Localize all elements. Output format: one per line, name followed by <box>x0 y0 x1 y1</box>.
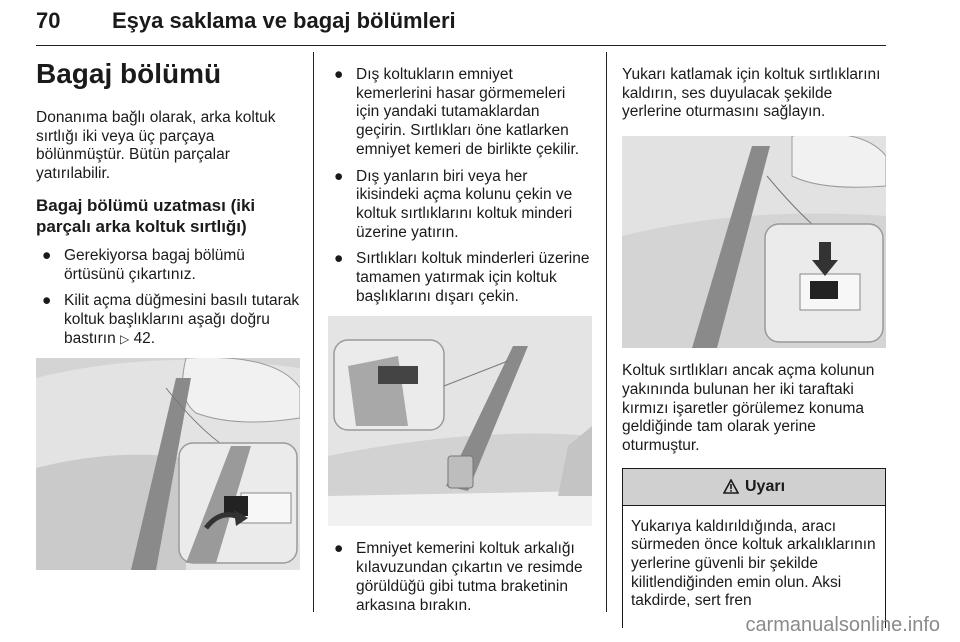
lock-check-paragraph: Koltuk sırtlıkları ancak açma kolunun yakınında bulunan her iki taraftaki kırmızı işaretler görülemez konuma geldiğinde tam olarak yerine oturmuştur. <box>622 362 875 454</box>
intro-paragraph: Donanıma bağlı olarak, arka koltuk sırtlığı iki veya üç parçaya bölünmüştür. Bütün parçalar yatırılabilir. <box>36 109 276 183</box>
column-2 <box>328 56 592 615</box>
bullet-dot-icon: ● <box>334 66 344 83</box>
warning-title: Uyarı <box>744 477 786 495</box>
list-item: ● Sırtlıkları koltuk minderleri üzerine tamamen yatırmak için koltuk başlıklarını dışarı çekin. <box>334 250 590 305</box>
warning-body <box>622 506 886 628</box>
seatbelt-guide-illustration <box>328 316 592 526</box>
column-3 <box>622 56 886 628</box>
section-title: Eşya saklama ve bagaj bölümleri <box>112 8 456 33</box>
bullet-dot-icon: ● <box>42 246 52 264</box>
warning-header <box>622 468 886 506</box>
page-number: 70 <box>36 8 61 33</box>
bullet-list-2 <box>328 66 592 306</box>
bullet-list-1 <box>36 247 300 349</box>
bullet-dot-icon: ● <box>42 292 52 310</box>
list-item: ● Kilit açma düğmesini basılı tutarak koltuk başlıklarını aşağı doğru bastırın ▷ 42. <box>42 292 300 347</box>
seatbelt-illustration-svg <box>328 316 592 526</box>
watermark[interactable]: carmanualsonline.info <box>745 614 940 636</box>
sub-heading: Bagaj bölümü uzatması (iki parçalı arka koltuk sırtlığı) <box>36 195 256 236</box>
list-item: ● Emniyet kemerini koltuk arkalığı kılavuzundan çıkartın ve resimde görüldüğü gibi tutma braketinin arkasına bırakın. <box>334 540 583 614</box>
triangle-reference-icon: ▷ <box>120 331 130 346</box>
column-1 <box>36 56 300 570</box>
column-divider-2 <box>606 52 607 612</box>
list-item: ● Dış koltukların emniyet kemerlerini hasar görmemeleri için yandaki tutamaklardan geçirin. Sırtlıkları öne katlarken emniyet kemeri de birlikte çekilir. <box>334 66 580 158</box>
warning-triangle-icon <box>723 479 739 494</box>
warning-text: Yukarıya kaldırıldığında, aracı sürmeden önce koltuk arkalıklarının yerlerine güvenli bir şekilde kilitlendiğinden emin olun. Aksi takdirde, sert fren <box>631 517 876 610</box>
bullet-list-3 <box>328 540 592 615</box>
headrest-illustration-svg <box>36 358 300 570</box>
headrest-release-illustration <box>36 358 300 570</box>
list-item: ● Gerekiyorsa bagaj bölümü örtüsünü çıkartınız. <box>42 246 245 283</box>
header-rule <box>36 45 886 46</box>
column-divider-1 <box>313 52 314 612</box>
seatback-illustration-svg <box>622 136 886 348</box>
bullet-dot-icon: ● <box>334 540 344 558</box>
fold-up-paragraph: Yukarı katlamak için koltuk sırtlıklarını kaldırın, ses duyulacak şekilde yerlerine oturmasını sağlayın. <box>622 66 881 121</box>
page-reference: 42. <box>133 329 156 347</box>
list-item: ● Dış yanların biri veya her ikisindeki açma kolunu çekin ve koltuk sırtlıklarını koltuk minderi üzerine yatırın. <box>334 167 573 241</box>
warning-box <box>622 468 886 628</box>
bullet-dot-icon: ● <box>334 250 344 268</box>
seatback-lock-illustration <box>622 136 886 348</box>
bullet-dot-icon: ● <box>334 167 344 185</box>
main-heading: Bagaj bölümü <box>36 58 222 89</box>
